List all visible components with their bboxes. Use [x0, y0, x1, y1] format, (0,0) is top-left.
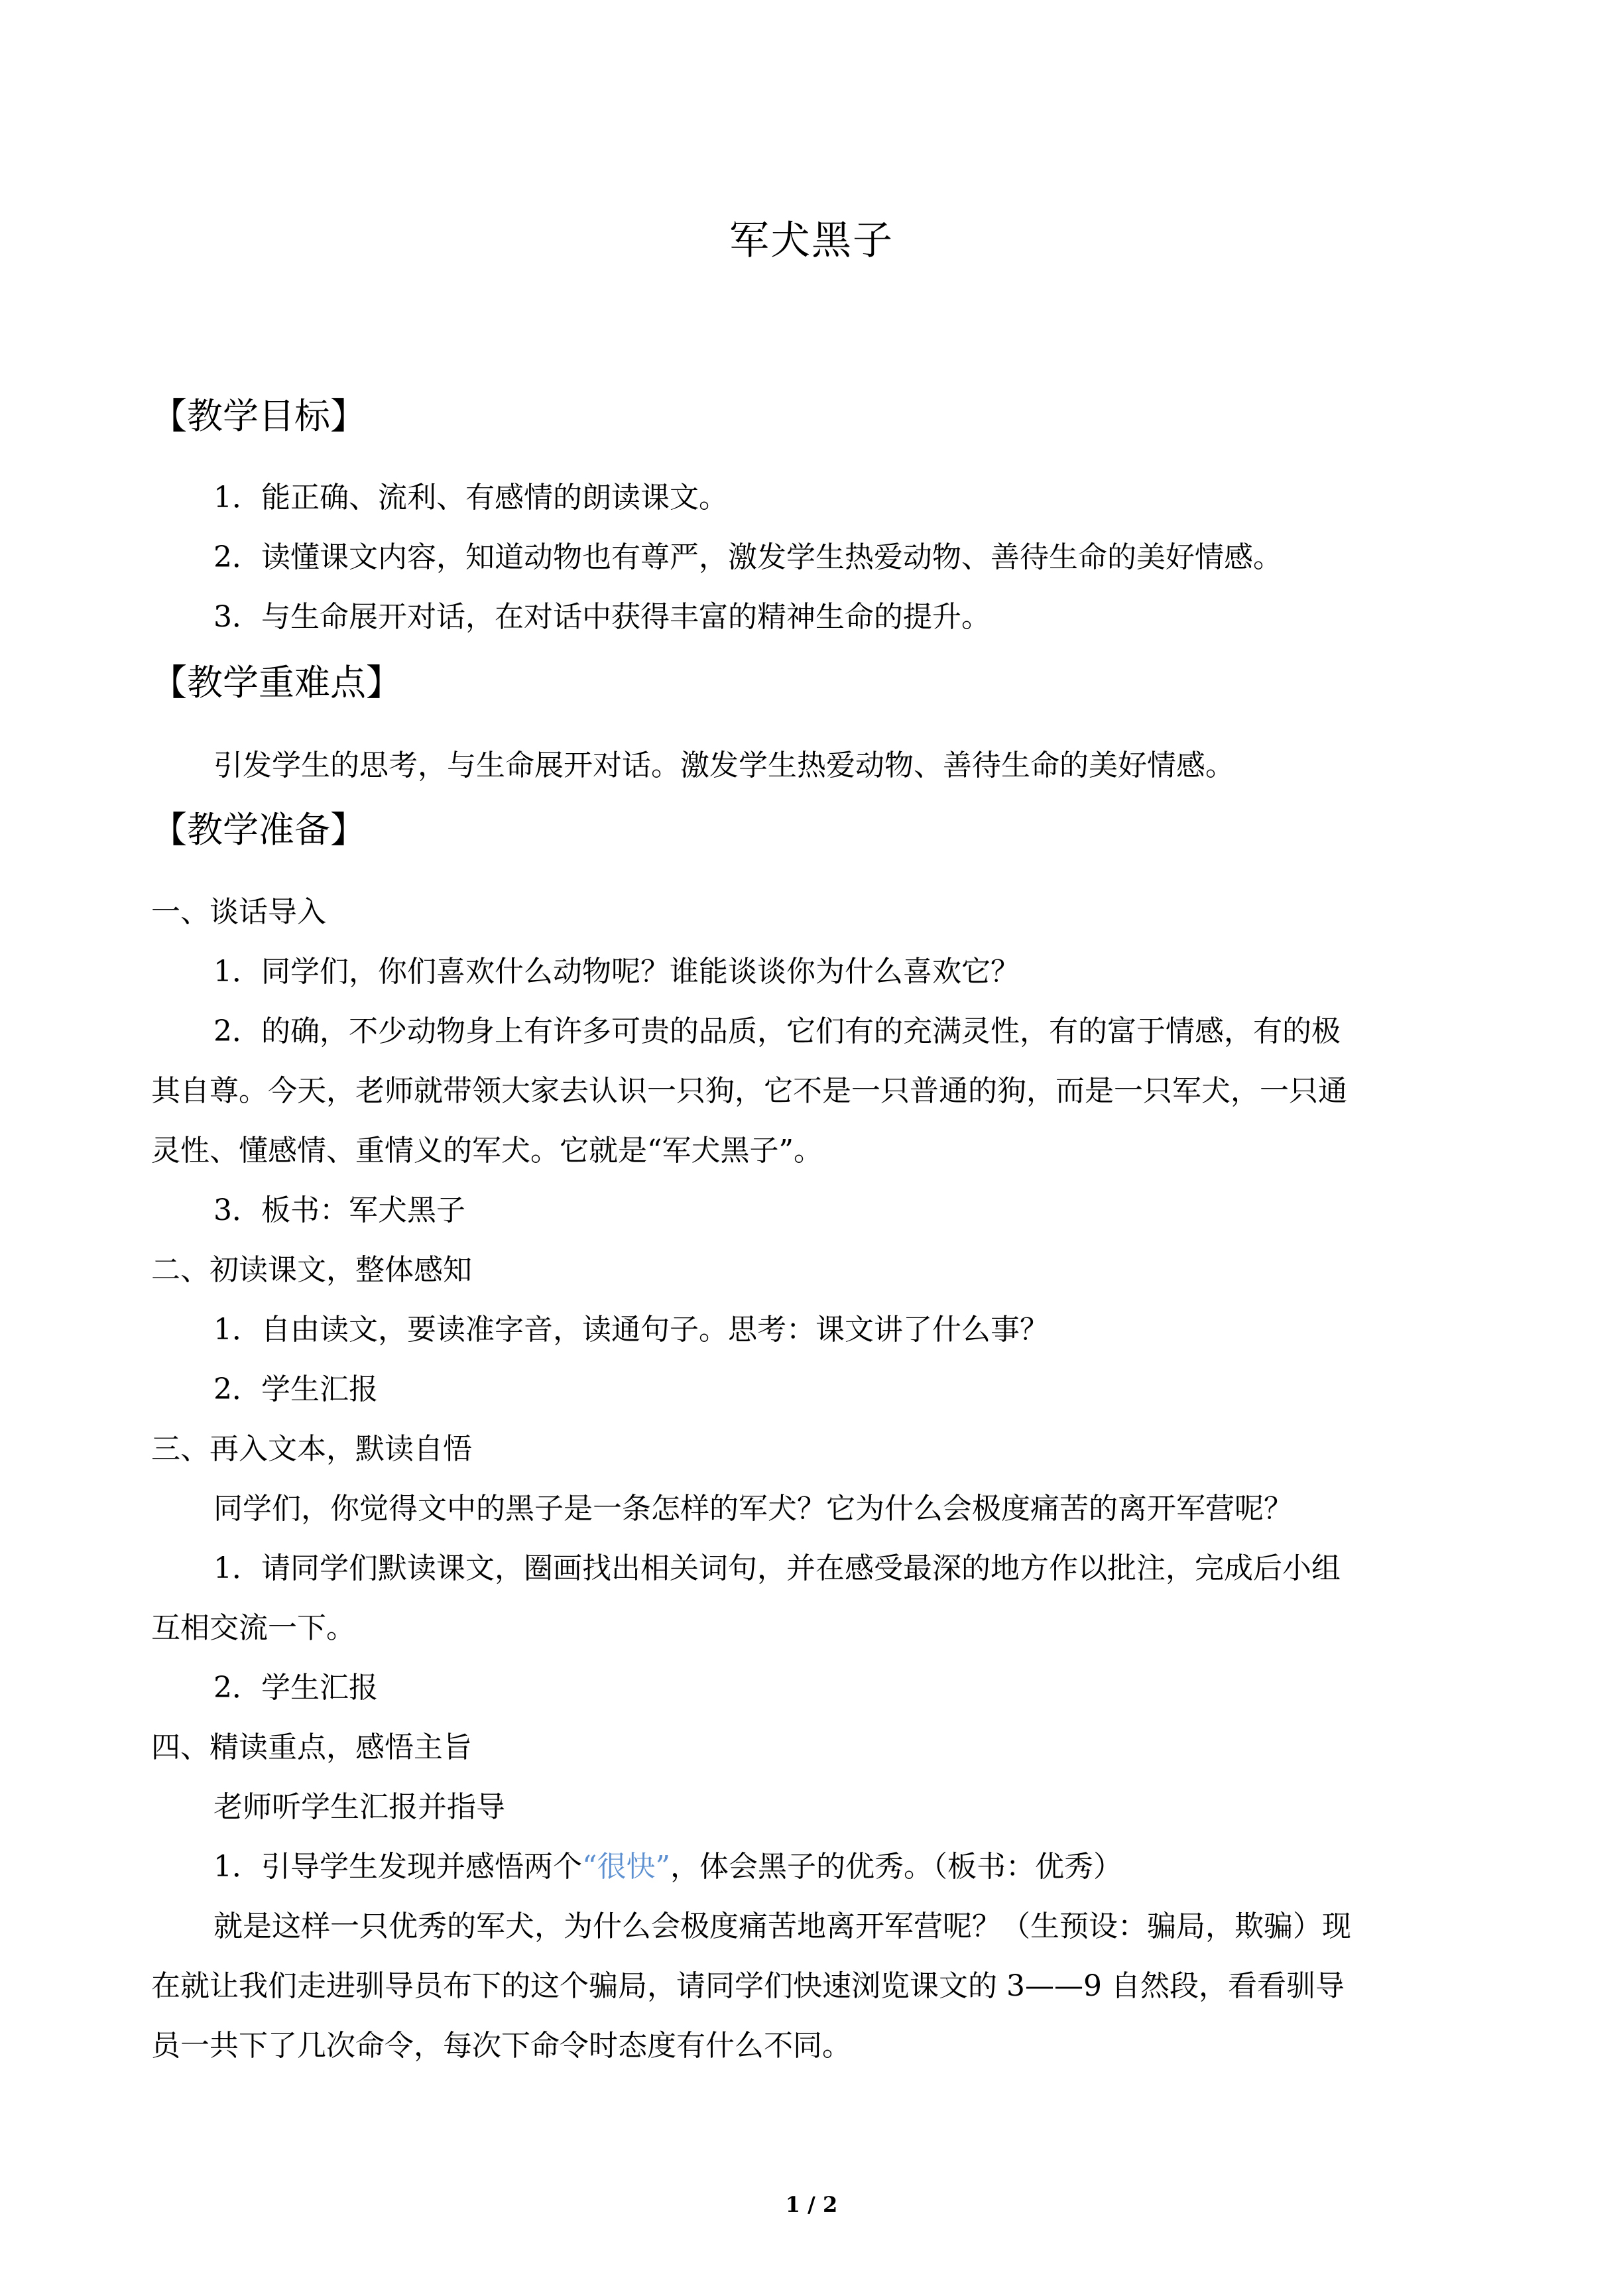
- quoted-phrase: “很快”: [582, 1850, 670, 1884]
- part3-item-1-line-2: 互相交流一下。: [151, 1611, 355, 1645]
- part3-item-1-line-1: 1．请同学们默读课文，圈画找出相关词句，并在感受最深的地方作以批注，完成后小组: [213, 1551, 1341, 1585]
- part1-item-2-line-1: 2．的确，不少动物身上有许多可贵的品质，它们有的充满灵性，有的富于情感，有的极: [213, 1014, 1341, 1048]
- part1-item-2-line-2: 其自尊。今天，老师就带领大家去认识一只狗，它不是一只普通的狗，而是一只军犬，一只通: [151, 1074, 1347, 1108]
- key-points-heading: 【教学重难点】: [151, 662, 402, 703]
- objectives-heading: 【教学目标】: [151, 395, 366, 437]
- part1-title: 一、谈话导入: [151, 895, 326, 929]
- part2-item-2: 2．学生汇报: [213, 1372, 378, 1406]
- part4-para-line-1: 就是这样一只优秀的军犬，为什么会极度痛苦地离开军营呢？（生预设：骗局，欺骗）现: [213, 1909, 1351, 1943]
- preparation-heading: 【教学准备】: [151, 809, 366, 851]
- document-title: 军犬黑子: [729, 217, 894, 264]
- objective-item-3: 3．与生命展开对话，在对话中获得丰富的精神生命的提升。: [213, 600, 991, 634]
- part3-item-2: 2．学生汇报: [213, 1671, 378, 1705]
- page-number: 1 / 2: [785, 2192, 838, 2217]
- part4-para-line-3: 员一共下了几次命令，每次下命令时态度有什么不同。: [151, 2029, 851, 2063]
- part4-item-1-post: ，体会黑子的优秀。（板书：优秀）: [670, 1850, 1122, 1884]
- part1-item-1: 1．同学们，你们喜欢什么动物呢？谁能谈谈你为什么喜欢它？: [213, 955, 1020, 989]
- part3-intro: 同学们，你觉得文中的黑子是一条怎样的军犬？它为什么会极度痛苦的离开军营呢？: [213, 1492, 1293, 1526]
- objective-item-1: 1．能正确、流利、有感情的朗读课文。: [213, 481, 728, 514]
- part4-title: 四、精读重点，感悟主旨: [151, 1730, 472, 1764]
- part2-item-1: 1．自由读文，要读准字音，读通句子。思考：课文讲了什么事？: [213, 1313, 1049, 1347]
- part1-item-3: 3．板书：军犬黑子: [213, 1193, 465, 1227]
- part4-item-1: [213, 1845, 1122, 1889]
- part2-title: 二、初读课文，整体感知: [151, 1253, 472, 1287]
- part4-intro: 老师听学生汇报并指导: [213, 1790, 505, 1824]
- part4-item-1-pre: 1．引导学生发现并感悟两个: [213, 1850, 582, 1884]
- key-points-text: 引发学生的思考，与生命展开对话。激发学生热爱动物、善待生命的美好情感。: [213, 749, 1234, 782]
- part3-title: 三、再入文本，默读自悟: [151, 1432, 472, 1466]
- part4-para-line-2: 在就让我们走进驯导员布下的这个骗局，请同学们快速浏览课文的 3——9 自然段，看看驯导: [151, 1969, 1345, 2003]
- part1-item-2-line-3: 灵性、懂感情、重情义的军犬。它就是“军犬黑子”。: [151, 1134, 823, 1168]
- objective-item-2: 2．读懂课文内容，知道动物也有尊严，激发学生热爱动物、善待生命的美好情感。: [213, 540, 1282, 574]
